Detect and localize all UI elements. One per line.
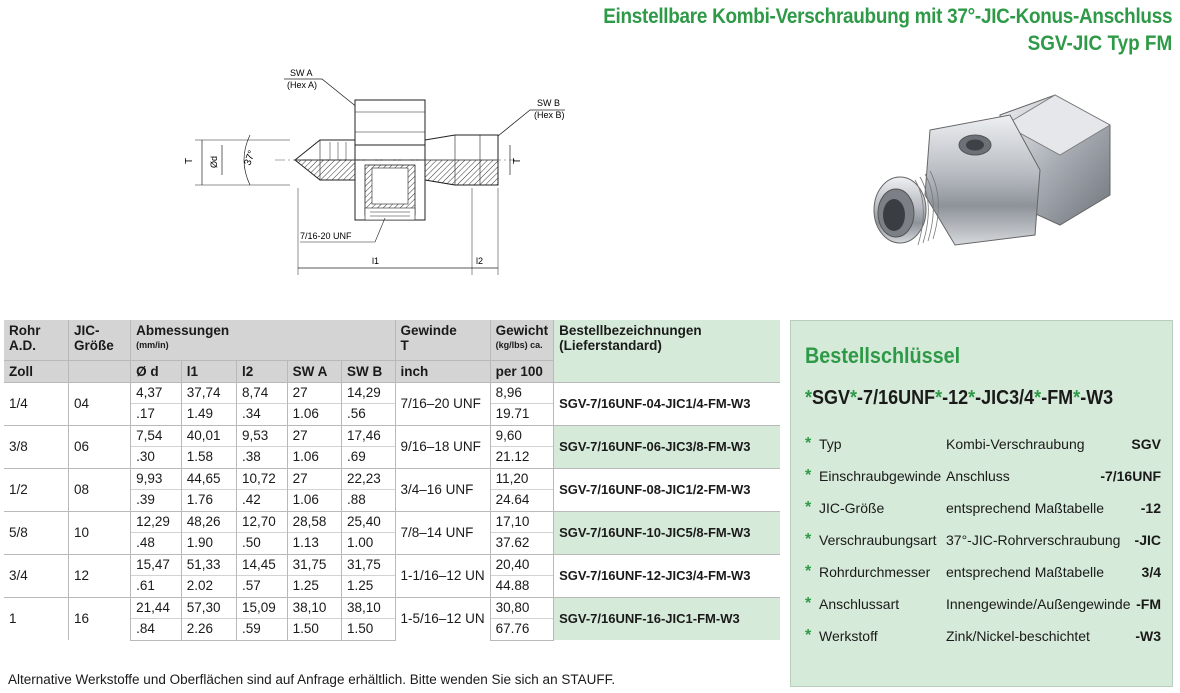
col-swb-header: SW B bbox=[342, 360, 396, 382]
cell-swa-mm: 27 bbox=[287, 468, 341, 490]
cell-l1-mm: 48,26 bbox=[181, 511, 236, 533]
key-star: * bbox=[805, 435, 812, 452]
cell-l1-in: 1.49 bbox=[181, 404, 236, 426]
cell-swb-mm: 14,29 bbox=[342, 382, 396, 404]
order-key-row bbox=[805, 531, 1161, 551]
col-l1-header: l1 bbox=[181, 360, 236, 382]
code-segment: -JIC3/4 bbox=[975, 387, 1035, 409]
cell-od-mm: 9,93 bbox=[131, 468, 182, 490]
cell-swa-mm: 27 bbox=[287, 425, 341, 447]
key-description: Anschluss bbox=[946, 468, 1010, 484]
cell-od-in: .30 bbox=[131, 447, 182, 469]
cell-swb-mm: 17,46 bbox=[342, 425, 396, 447]
cell-thread: 3/4–16 UNF bbox=[395, 468, 490, 511]
cell-od-mm: 21,44 bbox=[131, 597, 182, 619]
key-description: entsprechend Maßtabelle bbox=[946, 564, 1104, 580]
order-key-row bbox=[805, 435, 1161, 455]
order-key-panel bbox=[790, 320, 1173, 687]
col-bestell-header: Bestellbezeichnungen (Lieferstandard) bbox=[554, 320, 780, 382]
col-od-header: Ø d bbox=[131, 360, 182, 382]
dimensions-table bbox=[4, 320, 780, 641]
cell-weight-lbs: 67.76 bbox=[490, 619, 554, 641]
cell-jic: 04 bbox=[68, 382, 130, 425]
cell-swa-mm: 27 bbox=[287, 382, 341, 404]
key-value: -JIC bbox=[1134, 532, 1161, 548]
key-value: -7/16UNF bbox=[1100, 468, 1161, 484]
cell-swb-mm: 25,40 bbox=[342, 511, 396, 533]
cell-l2-mm: 12,70 bbox=[237, 511, 288, 533]
od-label: Ød bbox=[209, 155, 219, 168]
key-star: * bbox=[805, 627, 812, 644]
col-swa-header: SW A bbox=[287, 360, 341, 382]
col-abmessungen-header: Abmessungen (mm/in) bbox=[131, 320, 395, 360]
code-segment: -W3 bbox=[1080, 387, 1114, 409]
col-rohr-header: Rohr A.D. bbox=[4, 320, 68, 360]
cell-thread: 9/16–18 UNF bbox=[395, 425, 490, 468]
key-label: Verschraubungsart bbox=[819, 532, 937, 548]
key-label: Typ bbox=[819, 436, 842, 452]
cell-jic: 06 bbox=[68, 425, 130, 468]
cell-weight-lbs: 44.88 bbox=[490, 576, 554, 598]
sw-b-label: SW B bbox=[537, 98, 561, 108]
footnote: Alternative Werkstoffe und Oberflächen sind auf Anfrage erhältlich. Bitte wenden Sie sich an STAUFF. bbox=[8, 672, 616, 687]
cell-l1-in: 2.26 bbox=[181, 619, 236, 641]
table-row bbox=[4, 597, 780, 619]
product-photo bbox=[860, 85, 1120, 270]
code-segment: -7/16UNF bbox=[857, 387, 936, 409]
cell-l1-mm: 37,74 bbox=[181, 382, 236, 404]
key-star: * bbox=[805, 499, 812, 516]
key-value: 3/4 bbox=[1141, 564, 1161, 580]
cell-od-in: .17 bbox=[131, 404, 182, 426]
col-jic-header: JIC- Größe bbox=[68, 320, 130, 360]
cell-weight-kg: 17,10 bbox=[490, 511, 554, 533]
cell-weight-lbs: 21.12 bbox=[490, 447, 554, 469]
key-value: -12 bbox=[1140, 500, 1161, 516]
cell-l2-in: .42 bbox=[237, 490, 288, 512]
cell-weight-kg: 20,40 bbox=[490, 554, 554, 576]
col-zoll-header: Zoll bbox=[4, 360, 68, 382]
cell-od-in: .61 bbox=[131, 576, 182, 598]
cell-swa-in: 1.06 bbox=[287, 490, 341, 512]
cell-swa-in: 1.13 bbox=[287, 533, 341, 555]
page-subtitle: SGV-JIC Typ FM bbox=[1027, 32, 1172, 55]
key-star: * bbox=[805, 467, 812, 484]
order-key-row bbox=[805, 627, 1161, 647]
cell-swa-mm: 28,58 bbox=[287, 511, 341, 533]
order-key-code bbox=[805, 387, 1113, 410]
hex-b-label: (Hex B) bbox=[534, 110, 565, 120]
col-l2-header: l2 bbox=[237, 360, 288, 382]
cell-order-code: SGV-7/16UNF-06-JIC3/8-FM-W3 bbox=[554, 425, 780, 468]
cell-jic: 12 bbox=[68, 554, 130, 597]
code-star: * bbox=[1073, 387, 1081, 409]
cell-swb-mm: 22,23 bbox=[342, 468, 396, 490]
cell-swb-mm: 31,75 bbox=[342, 554, 396, 576]
cell-swb-in: 1.25 bbox=[342, 576, 396, 598]
code-star: * bbox=[968, 387, 976, 409]
col-gewicht-header: Gewicht (kg/lbs) ca. bbox=[490, 320, 554, 360]
cell-l1-mm: 57,30 bbox=[181, 597, 236, 619]
table-row bbox=[4, 468, 780, 490]
l1-label: l1 bbox=[372, 256, 380, 266]
cell-l1-mm: 40,01 bbox=[181, 425, 236, 447]
order-key-title: Bestellschlüssel bbox=[805, 343, 961, 368]
order-key-row bbox=[805, 595, 1161, 615]
code-star: * bbox=[850, 387, 858, 409]
cell-l2-in: .34 bbox=[237, 404, 288, 426]
cell-order-code: SGV-7/16UNF-16-JIC1-FM-W3 bbox=[554, 597, 780, 640]
cell-swa-mm: 31,75 bbox=[287, 554, 341, 576]
page-title: Einstellbare Kombi-Verschraubung mit 37°-JIC-Konus-Anschluss bbox=[603, 5, 1172, 28]
key-label: Einschraubgewinde bbox=[819, 468, 942, 484]
code-star: * bbox=[805, 387, 813, 409]
cell-thread: 7/8–14 UNF bbox=[395, 511, 490, 554]
key-star: * bbox=[805, 531, 812, 548]
cell-od-in: .39 bbox=[131, 490, 182, 512]
cell-jic: 16 bbox=[68, 597, 130, 640]
cell-weight-lbs: 19.71 bbox=[490, 404, 554, 426]
cell-thread: 1-1/16–12 UN bbox=[395, 554, 490, 597]
t-right-label: T bbox=[512, 157, 523, 164]
cell-zoll: 1 bbox=[4, 597, 68, 640]
cell-thread: 7/16–20 UNF bbox=[395, 382, 490, 425]
table-row bbox=[4, 554, 780, 576]
cell-swa-in: 1.06 bbox=[287, 447, 341, 469]
key-description: 37°-JIC-Rohrverschraubung bbox=[946, 532, 1121, 548]
cell-swb-in: .56 bbox=[342, 404, 396, 426]
cell-l2-mm: 9,53 bbox=[237, 425, 288, 447]
key-description: Zink/Nickel-beschichtet bbox=[946, 628, 1090, 644]
cell-swa-mm: 38,10 bbox=[287, 597, 341, 619]
cell-l2-in: .59 bbox=[237, 619, 288, 641]
key-star: * bbox=[805, 595, 812, 612]
code-star: * bbox=[935, 387, 943, 409]
code-segment: -FM bbox=[1041, 387, 1074, 409]
key-label: Werkstoff bbox=[819, 628, 878, 644]
key-description: Kombi-Verschraubung bbox=[946, 436, 1085, 452]
cell-swa-in: 1.25 bbox=[287, 576, 341, 598]
cell-weight-lbs: 24.64 bbox=[490, 490, 554, 512]
cell-od-mm: 7,54 bbox=[131, 425, 182, 447]
col-gewinde-header: Gewinde T bbox=[395, 320, 490, 360]
t-left-label: T bbox=[184, 157, 195, 164]
cell-swa-in: 1.50 bbox=[287, 619, 341, 641]
cell-swb-in: .69 bbox=[342, 447, 396, 469]
order-key-row bbox=[805, 499, 1161, 519]
cell-l2-mm: 14,45 bbox=[237, 554, 288, 576]
sw-a-label: SW A bbox=[290, 68, 313, 78]
key-value: -FM bbox=[1136, 596, 1161, 612]
technical-drawing bbox=[180, 60, 565, 280]
table-row bbox=[4, 511, 780, 533]
cell-l2-mm: 10,72 bbox=[237, 468, 288, 490]
cell-weight-kg: 11,20 bbox=[490, 468, 554, 490]
cell-swa-in: 1.06 bbox=[287, 404, 341, 426]
cell-weight-lbs: 37.62 bbox=[490, 533, 554, 555]
cell-order-code: SGV-7/16UNF-12-JIC3/4-FM-W3 bbox=[554, 554, 780, 597]
cell-od-in: .84 bbox=[131, 619, 182, 641]
cell-l1-in: 1.76 bbox=[181, 490, 236, 512]
code-star: * bbox=[1034, 387, 1042, 409]
cell-swb-in: 1.50 bbox=[342, 619, 396, 641]
cell-zoll: 3/8 bbox=[4, 425, 68, 468]
cell-swb-in: .88 bbox=[342, 490, 396, 512]
page-header bbox=[540, 3, 1172, 58]
angle-label: 37° bbox=[242, 149, 258, 168]
code-segment: SGV bbox=[812, 387, 851, 409]
cell-l2-in: .38 bbox=[237, 447, 288, 469]
cell-zoll: 1/4 bbox=[4, 382, 68, 425]
cell-swb-mm: 38,10 bbox=[342, 597, 396, 619]
cell-weight-kg: 9,60 bbox=[490, 425, 554, 447]
cell-jic: 10 bbox=[68, 511, 130, 554]
key-description: entsprechend Maßtabelle bbox=[946, 500, 1104, 516]
cell-l1-in: 2.02 bbox=[181, 576, 236, 598]
hex-a-label: (Hex A) bbox=[287, 80, 318, 90]
cell-l2-mm: 8,74 bbox=[237, 382, 288, 404]
key-label: Rohrdurchmesser bbox=[819, 564, 931, 580]
col-per100-header: per 100 bbox=[490, 360, 554, 382]
cell-l1-mm: 51,33 bbox=[181, 554, 236, 576]
code-segment: -12 bbox=[942, 387, 969, 409]
order-key-row bbox=[805, 467, 1161, 487]
cell-od-mm: 15,47 bbox=[131, 554, 182, 576]
l2-label: l2 bbox=[476, 256, 484, 266]
key-value: -W3 bbox=[1135, 628, 1161, 644]
cell-od-mm: 12,29 bbox=[131, 511, 182, 533]
key-value: SGV bbox=[1131, 436, 1161, 452]
cell-l1-in: 1.58 bbox=[181, 447, 236, 469]
table-row bbox=[4, 382, 780, 404]
order-key-row bbox=[805, 563, 1161, 583]
cell-swb-in: 1.00 bbox=[342, 533, 396, 555]
cell-zoll: 5/8 bbox=[4, 511, 68, 554]
cell-weight-kg: 8,96 bbox=[490, 382, 554, 404]
cell-zoll: 1/2 bbox=[4, 468, 68, 511]
cell-od-mm: 4,37 bbox=[131, 382, 182, 404]
cell-l2-in: .57 bbox=[237, 576, 288, 598]
cell-order-code: SGV-7/16UNF-10-JIC5/8-FM-W3 bbox=[554, 511, 780, 554]
table-body bbox=[4, 382, 780, 640]
table-row bbox=[4, 425, 780, 447]
key-label: Anschlussart bbox=[819, 596, 900, 612]
key-star: * bbox=[805, 563, 812, 580]
cell-zoll: 3/4 bbox=[4, 554, 68, 597]
cell-weight-kg: 30,80 bbox=[490, 597, 554, 619]
cell-thread: 1-5/16–12 UN bbox=[395, 597, 490, 640]
cell-od-in: .48 bbox=[131, 533, 182, 555]
key-description: Innengewinde/Außengewinde bbox=[946, 596, 1131, 612]
cell-l2-in: .50 bbox=[237, 533, 288, 555]
cell-order-code: SGV-7/16UNF-08-JIC1/2-FM-W3 bbox=[554, 468, 780, 511]
key-label: JIC-Größe bbox=[819, 500, 885, 516]
col-inch-header: inch bbox=[395, 360, 490, 382]
cell-l2-mm: 15,09 bbox=[237, 597, 288, 619]
cell-order-code: SGV-7/16UNF-04-JIC1/4-FM-W3 bbox=[554, 382, 780, 425]
thread-label: 7/16-20 UNF bbox=[300, 231, 352, 241]
cell-l1-mm: 44,65 bbox=[181, 468, 236, 490]
cell-jic: 08 bbox=[68, 468, 130, 511]
cell-l1-in: 1.90 bbox=[181, 533, 236, 555]
